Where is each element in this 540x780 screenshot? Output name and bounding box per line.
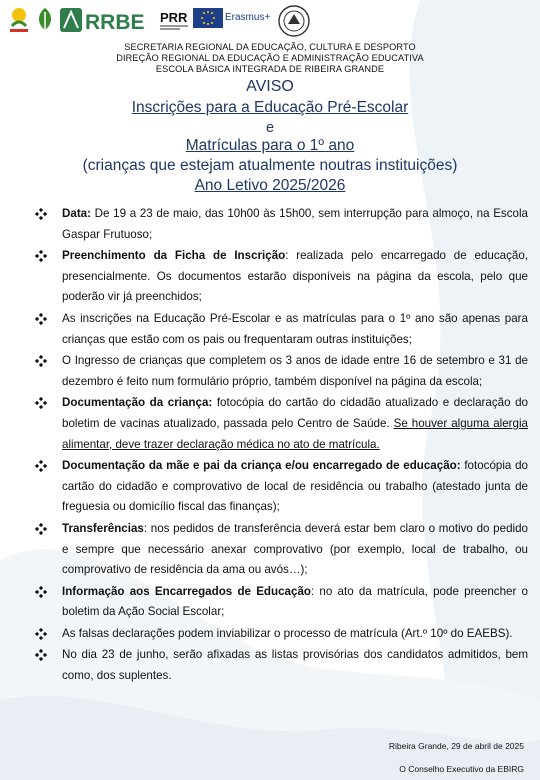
item-text: O Ingresso de crianças que completem os 3 anos de idade entre 16 de setembro e 31 de dezembro é feito num formulário próprio, também disponível na página da escola; <box>62 354 528 388</box>
diamond-bullet-icon <box>34 309 48 329</box>
subtitle-and: e <box>265 120 275 136</box>
list-item <box>34 519 528 581</box>
item-text: fotocópia do cartão do cidadão e comprovativo de local de residência ou trabalho (atestado junta de freguesia ou domicílio fiscal das finanças); <box>62 459 528 514</box>
item-label: Data: <box>62 207 91 220</box>
list-item <box>34 204 528 245</box>
eu-flag-icon <box>193 8 223 28</box>
prr-logo-text: PRR <box>160 10 188 25</box>
item-text: De 19 a 23 de maio, das 10h00 às 15h00, sem interrupção para almoço, na Escola Gaspar Frutuoso; <box>62 207 528 241</box>
regional-seal-icon <box>278 4 310 38</box>
diamond-bullet-icon <box>34 456 48 476</box>
diamond-bullet-icon <box>34 645 48 665</box>
subtitle-note: (crianças que estejam atualmente noutras instituições) <box>82 157 458 174</box>
item-text: : realizada pelo encarregado de educação, presencialmente. Os documentos estarão disponíveis na página da escola, pelo que poderão vir já preenchidos; <box>62 249 529 304</box>
list-item <box>34 309 528 350</box>
list-item <box>34 246 528 308</box>
item-text: fotocópia do cartão do cidadão atualizado e declaração do boletim de vacinas atualizado, passada pelo Centro de Saúde. <box>62 396 528 430</box>
item-text: No dia 23 de junho, serão afixadas as listas provisórias dos candidatos admitidos, bem como, dos suplentes. <box>62 648 528 683</box>
item-label: Informação aos Encarregados de Educação <box>62 584 311 598</box>
item-text: As falsas declarações podem inviabilizar o processo de matrícula (Art.º 10º do EAEBS). <box>62 626 513 640</box>
diamond-bullet-icon <box>34 519 48 539</box>
item-text: As inscrições na Educação Pré-Escolar e as matrículas para o 1º ano são apenas para crianças que estão com os pais ou frequentaram outras instituições; <box>62 311 528 346</box>
erasmus-logo-text: Erasmus+ <box>225 12 271 23</box>
list-item <box>34 645 528 686</box>
list-item <box>34 456 528 518</box>
notice-items-list <box>34 204 528 688</box>
footer-date: Ribeira Grande, 29 de abril de 2025 <box>388 741 524 751</box>
item-underlined-text: Se houver alguma alergia alimentar, deve trazer declaração médica no ato de matrícula. <box>62 416 529 451</box>
notice-title: AVISO <box>246 78 294 95</box>
diamond-bullet-icon <box>34 351 48 371</box>
footer-signature: O Conselho Executivo da EBIRG <box>399 764 524 774</box>
rrbe-logo-icon <box>60 4 154 36</box>
subtitle-first-grade: Matrículas para o 1º ano <box>185 137 355 154</box>
list-item <box>34 624 528 645</box>
diamond-bullet-icon <box>34 624 48 644</box>
list-item <box>34 393 528 455</box>
subtitle-pre-school: Inscrições para a Educação Pré-Escolar <box>131 99 409 116</box>
diamond-bullet-icon <box>34 204 48 224</box>
item-label: Transferências <box>62 521 144 535</box>
school-logo-icon <box>8 6 30 34</box>
prr-logo-icon <box>160 8 188 32</box>
diamond-bullet-icon <box>34 246 48 266</box>
diamond-bullet-icon <box>34 393 48 413</box>
item-text: : nos pedidos de transferência deverá estar bem claro o motivo do pedido e sempre que necessário anexar comprovativo (por exemplo, local de trabalho, ou comprovativo de residência da ama ou avós…); <box>62 521 528 577</box>
subtitle-school-year: Ano Letivo 2025/2026 <box>194 177 346 194</box>
eco-schools-logo-icon <box>32 6 58 34</box>
list-item <box>34 582 528 623</box>
header-escola: ESCOLA BÁSICA INTEGRADA DE RIBEIRA GRANDE <box>155 64 385 74</box>
list-item <box>34 351 528 392</box>
item-text: : no ato da matrícula, pode preencher o boletim da Ação Social Escolar; <box>62 584 528 619</box>
header-direcao: DIREÇÃO REGIONAL DA EDUCAÇÃO E ADMINISTRAÇÃO EDUCATIVA <box>116 53 424 63</box>
header-secretaria: SECRETARIA REGIONAL DA EDUCAÇÃO, CULTURA E DESPORTO <box>124 42 416 52</box>
rrbe-logo-text: RRBE <box>85 11 145 34</box>
item-label: Documentação da mãe e pai da criança e/ou encarregado de educação: <box>62 459 461 473</box>
logo-strip <box>8 4 308 36</box>
diamond-bullet-icon <box>34 582 48 602</box>
item-label: Documentação da criança: <box>62 396 213 410</box>
item-label: Preenchimento da Ficha de Inscrição <box>62 249 286 263</box>
